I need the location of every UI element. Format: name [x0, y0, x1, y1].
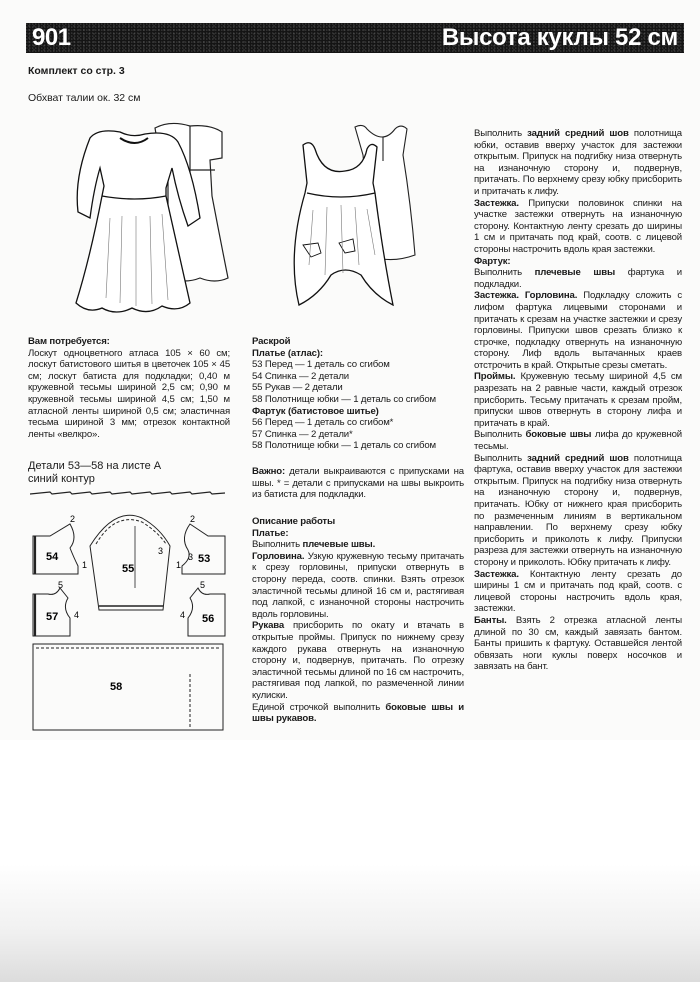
work-step: Горловина. Узкую кружевную тесьму притачать к срезу горловины, припуски отвернуть в сторону переда, соотв. спинки. Взять отрезок эластичной тесьмы длиной 16 см и, растягивая под лапкой, с изнаночной стороны настрочить вдоль горловины. — [252, 550, 464, 620]
work-step: Выполнить задний средний шов полотнища фартука, оставив вверху участок для застежки открытым. Припуск на подгибку низа отвернуть на изнаночную сторону и, подвернув, притачать. Юбку от нижнего края присборить по размеченным линиям в вертикальном направлении. По верхнему срезу юбку присборить и приколоть к лифу. Припуски разреза для застежки отвернуть на изнаночную сторону и приколоть. Юбку притачать к лифу. — [474, 452, 682, 568]
marker-2-right: 2 — [190, 514, 196, 524]
dress-heading: Платье: — [252, 527, 289, 539]
piece-53 — [182, 524, 225, 574]
cut-item: 54 Спинка — 2 детали — [252, 370, 349, 382]
cutting-heading: Раскрой — [252, 336, 291, 347]
marker-3-sleeve: 3 — [158, 546, 164, 556]
dress-fabric-heading: Платье (атлас): — [252, 347, 323, 359]
work-step: Застежка. Горловина. Подкладку сложить с лифом фартука лицевыми сторонами и притачать к срезам на участке застежки и срезу горловины. Припуски швов срезать близко к строчке, подкладку отвернуть на изнаночную сторону. Лиф вдоль вытачанных краев отстрочить в край. Открытые срезы сметать. — [474, 290, 682, 371]
marker-5-right: 5 — [200, 580, 206, 590]
cutting-section — [252, 336, 464, 452]
cut-item: 53 Перед — 1 деталь со сгибом — [252, 359, 390, 371]
piece-label-53: 53 — [198, 553, 211, 565]
marker-3-right: 3 — [188, 552, 194, 562]
important-label: Важно: — [252, 466, 286, 477]
work-step: Выполнить плечевые швы. — [252, 539, 376, 551]
cut-item: 56 Перед — 1 деталь со сгибом* — [252, 417, 394, 429]
work-description — [252, 516, 464, 725]
pattern-layout-diagram — [30, 488, 230, 738]
apron-illustration — [283, 115, 443, 320]
piece-label-54: 54 — [46, 551, 59, 563]
materials-section — [28, 336, 230, 440]
pattern-sheet-line: Детали 53—58 на листе А — [28, 460, 162, 472]
work-step: Выполнить плечевые швы фартука и подкладки. — [474, 267, 682, 290]
work-step: Выполнить задний средний шов полотнища юбки, оставив вверху участок для застежки открытым. Припуск на подгибку низа отвернуть на изнаночную сторону и, подвернув, притачать. По верхнему срезу юбку присборить и притачать к лифу. — [474, 128, 682, 197]
marker-1-right: 1 — [176, 560, 182, 570]
materials-text: Лоскут одноцветного атласа 105 × 60 см; лоскут батистового шитья в цветочек 105 × 45 см; лоскут батиста для подкладки; 0,40 м кружевной тесьмы шириной 2,5 см; 0,90 м кружевной тесьмы шириной 4,5 см; 1,50 м атласной ленты шириной 0,5 см; эластичная тесьма шириной 3 мм; отрезок контактной ленты «велкро». — [28, 347, 230, 440]
apron-fabric-heading: Фартук (батистовое шитье) — [252, 405, 379, 417]
waist-measure: Обхват талии ок. 32 см — [28, 92, 141, 104]
cut-item: 55 Рукав — 2 детали — [252, 382, 343, 394]
marker-1-left: 1 — [82, 560, 88, 570]
piece-label-58: 58 — [110, 681, 123, 693]
blue-contour-sample — [30, 492, 225, 494]
important-note — [252, 466, 464, 501]
work-step: Банты. Взять 2 отрезка атласной ленты длиной по 30 см, каждый завязать бантом. Банты пришить к фартуку. Оставшейся лентой обвязать ноги куклы поверх носочков и завязать на бант. — [474, 614, 682, 673]
piece-58 — [33, 644, 223, 730]
pattern-contour-line: синий контур — [28, 473, 95, 485]
pattern-number: 901 — [32, 24, 71, 51]
piece-label-57: 57 — [46, 611, 59, 623]
apron-heading: Фартук: — [474, 255, 511, 267]
important-text: детали выкраиваются с припусками на швы. * = детали с припусками на швы выкроить из батиста для подкладки. — [252, 466, 464, 501]
work-step: Застежка. Контактную ленту срезать до ширины 1 см и притачать под край, соотв. с лицевой стороны настрочить вдоль края, застежки. — [474, 568, 682, 615]
marker-2-left: 2 — [70, 514, 76, 524]
piece-label-56: 56 — [202, 613, 215, 625]
dress-illustration — [50, 108, 230, 323]
work-step: Застежка. Припуски половинок спинки на участке застежки отвернуть на изнаночную сторону. Контактную ленту срезать до ширины 1 см и притачать под край, соотв. с лицевой стороны настрочить вдоль края застежки. — [474, 197, 682, 255]
cut-item: 58 Полотнище юбки — 1 деталь со сгибом — [252, 440, 436, 452]
marker-4-left: 4 — [74, 610, 80, 620]
pattern-sheet-info — [28, 460, 161, 486]
marker-5-left: 5 — [58, 580, 64, 590]
kit-reference: Комплект со стр. 3 — [28, 65, 125, 77]
right-column — [474, 128, 682, 673]
cut-item: 57 Спинка — 2 детали* — [252, 428, 353, 440]
header-bar — [26, 23, 684, 53]
piece-56 — [188, 588, 225, 636]
page-title: Высота куклы 52 см — [441, 24, 678, 51]
work-step: Выполнить боковые швы лифа до кружевной тесьмы. — [474, 429, 682, 453]
materials-heading: Вам потребуется: — [28, 336, 110, 347]
work-step: Рукава присборить по окату и втачать в открытые проймы. Припуск по нижнему срезу каждого рукава отвернуть на изнаночную сторону и, подвернув, притачать. По отрезку эластичной тесьмы длиной по 16 см настрочить, растягивая под лапкой, по размеченной линии кулиски. — [252, 620, 464, 701]
marker-4-right: 4 — [180, 610, 186, 620]
work-step: Единой строчкой выполнить боковые швы и швы рукавов. — [252, 701, 464, 725]
work-step: Проймы. Кружевную тесьму шириной 4,5 см разрезать на 2 равные части, каждый отрезок присборить. Тесьму притачать к срезам пройм, припуски швов отвернуть в сторону лифа и притачать в край. — [474, 371, 682, 429]
work-heading: Описание работы — [252, 516, 336, 527]
cut-item: 58 Полотнище юбки — 1 деталь со сгибом — [252, 393, 436, 405]
piece-54 — [33, 524, 78, 574]
piece-label-55: 55 — [122, 563, 135, 575]
